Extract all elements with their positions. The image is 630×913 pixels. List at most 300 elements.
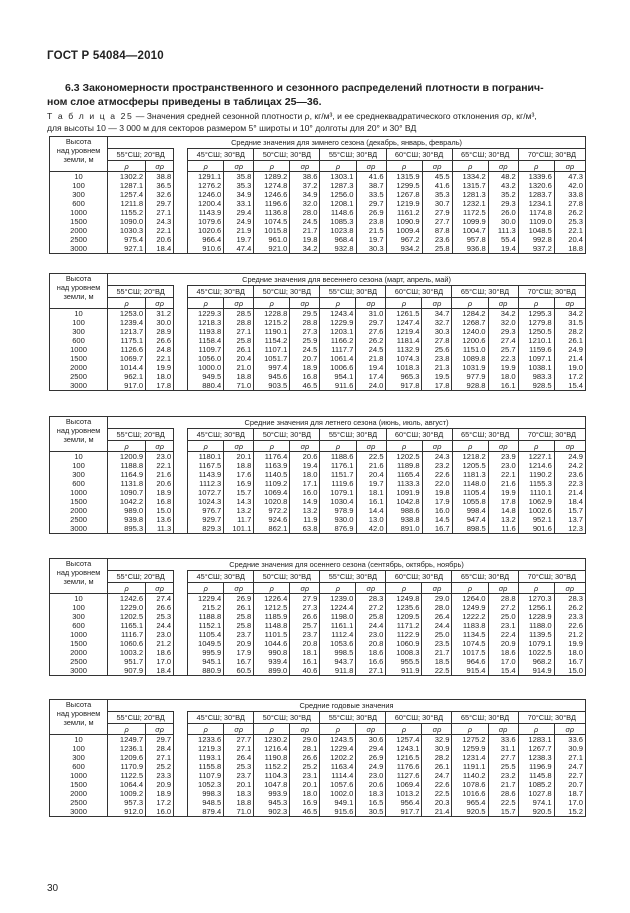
deviation-value: 11.7: [224, 515, 254, 524]
density-value: 1243.1: [386, 744, 422, 753]
deviation-value: 19.4: [356, 363, 386, 372]
density-value: 1069.7: [108, 354, 146, 363]
density-value: 998.4: [452, 506, 488, 515]
density-value: 1181.4: [386, 336, 422, 345]
density-value: 1190.1: [254, 327, 290, 336]
deviation-value: 29.0: [290, 735, 320, 745]
deviation-value: 21.8: [356, 354, 386, 363]
density-value: 1151.0: [452, 345, 488, 354]
column-gap: [174, 771, 188, 780]
rho-subheader: ρ: [518, 583, 554, 594]
density-value: 949.5: [188, 372, 224, 381]
density-value: 1289.2: [254, 172, 290, 182]
deviation-value: 27.3: [290, 603, 320, 612]
density-value: 911.8: [320, 666, 356, 676]
density-value: 1143.9: [188, 208, 224, 217]
density-value: 1140.5: [254, 470, 290, 479]
deviation-value: 22.1: [554, 226, 585, 235]
density-value: 1274.8: [254, 181, 290, 190]
sigma-subheader: σρ: [422, 724, 452, 735]
deviation-value: 18.4: [146, 666, 174, 676]
density-value: 1053.6: [320, 639, 356, 648]
density-value: 1183.8: [452, 621, 488, 630]
deviation-value: 31.5: [554, 318, 585, 327]
deviation-value: 18.1: [356, 488, 386, 497]
density-value: 928.8: [452, 381, 488, 391]
deviation-value: 18.0: [554, 648, 585, 657]
density-value: 1257.4: [386, 735, 422, 745]
density-value: 1052.3: [188, 780, 224, 789]
deviation-value: 25.3: [146, 612, 174, 621]
deviation-value: 32.0: [290, 199, 320, 208]
deviation-value: 16.8: [290, 372, 320, 381]
deviation-value: 36.5: [146, 181, 174, 190]
density-value: 1175.1: [108, 336, 146, 345]
density-value: 1203.1: [320, 327, 356, 336]
deviation-value: 25.8: [224, 612, 254, 621]
deviation-value: 32.9: [422, 735, 452, 745]
density-value: 1109.0: [518, 217, 554, 226]
rho-subheader: ρ: [452, 583, 488, 594]
density-value: 1060.6: [108, 639, 146, 648]
deviation-value: 34.2: [290, 244, 320, 254]
density-value: 1109.7: [188, 345, 224, 354]
sigma-subheader: σρ: [146, 724, 174, 735]
section-title: Средние значения для весеннего сезона (март, апрель, май): [108, 274, 586, 286]
deviation-value: 15.0: [146, 506, 174, 515]
density-value: 1295.3: [518, 309, 554, 319]
altitude-header-line: Высота: [65, 700, 92, 709]
density-value: 957.8: [452, 235, 488, 244]
deviation-value: 17.0: [146, 657, 174, 666]
density-value: 1299.5: [386, 181, 422, 190]
table-row: [50, 515, 586, 524]
deviation-value: 60.5: [224, 666, 254, 676]
deviation-value: 15.7: [224, 488, 254, 497]
column-gap: [174, 318, 188, 327]
location-group-header: 55°СШ; 20°ВД: [108, 712, 174, 724]
density-value: 1210.1: [518, 336, 554, 345]
deviation-value: 23.3: [554, 612, 585, 621]
location-group-header: 60°СШ; 30°ВД: [386, 429, 452, 441]
density-value: 1117.7: [320, 345, 356, 354]
density-value: 880.4: [188, 381, 224, 391]
deviation-value: 21.7: [290, 226, 320, 235]
deviation-value: 28.0: [290, 208, 320, 217]
deviation-value: 23.8: [422, 354, 452, 363]
column-gap: [174, 217, 188, 226]
location-group-header: 65°СШ; 30°ВД: [452, 286, 518, 298]
deviation-value: 26.4: [224, 753, 254, 762]
density-value: 1250.5: [518, 327, 554, 336]
sigma-subheader: σρ: [488, 298, 518, 309]
density-value: 895.3: [108, 524, 146, 534]
density-value: 1074.5: [254, 217, 290, 226]
rho-subheader: ρ: [386, 583, 422, 594]
season-section: [49, 558, 586, 699]
density-value: 1219.4: [386, 327, 422, 336]
density-value: 983.3: [518, 372, 554, 381]
deviation-value: 14.4: [356, 506, 386, 515]
density-value: 961.0: [254, 235, 290, 244]
table-row: [50, 172, 586, 182]
table-row: [50, 753, 586, 762]
deviation-value: 26.2: [356, 336, 386, 345]
density-value: 1114.4: [320, 771, 356, 780]
deviation-value: 41.6: [422, 181, 452, 190]
density-value: 862.1: [254, 524, 290, 534]
column-gap: [174, 181, 188, 190]
density-value: 891.0: [386, 524, 422, 534]
density-value: 978.9: [320, 506, 356, 515]
rho-subheader: ρ: [108, 724, 146, 735]
density-value: 917.0: [108, 381, 146, 391]
sigma-subheader: σρ: [290, 724, 320, 735]
deviation-value: 22.4: [488, 630, 518, 639]
density-value: 1185.9: [254, 612, 290, 621]
deviation-value: 23.9: [488, 452, 518, 462]
deviation-value: 22.0: [422, 479, 452, 488]
density-value: 1134.5: [452, 630, 488, 639]
altitude-value: 1000: [50, 488, 108, 497]
deviation-value: 20.4: [224, 354, 254, 363]
column-gap: [174, 309, 188, 319]
column-gap: [174, 666, 188, 676]
column-gap: [174, 515, 188, 524]
deviation-value: 19.7: [356, 479, 386, 488]
deviation-value: 19.9: [146, 363, 174, 372]
deviation-value: 30.7: [422, 199, 452, 208]
deviation-value: 11.9: [290, 515, 320, 524]
column-gap: [174, 571, 188, 594]
density-value: 1013.2: [386, 789, 422, 798]
location-group-header: 65°СШ; 30°ВД: [452, 429, 518, 441]
altitude-value: 10: [50, 735, 108, 745]
density-value: 1284.2: [452, 309, 488, 319]
density-value: 1006.6: [320, 363, 356, 372]
density-value: 1215.2: [254, 318, 290, 327]
location-group-header: 65°СШ; 30°ВД: [452, 571, 518, 583]
deviation-value: 28.3: [554, 594, 585, 604]
deviation-value: 18.0: [290, 789, 320, 798]
deviation-value: 11.3: [146, 524, 174, 534]
column-gap: [174, 244, 188, 254]
density-value: 993.9: [254, 789, 290, 798]
rho-subheader: ρ: [320, 161, 356, 172]
deviation-value: 28.8: [488, 594, 518, 604]
location-group-header: 45°СШ; 30°ВД: [188, 429, 254, 441]
rho-subheader: ρ: [254, 724, 290, 735]
density-value: 1219.3: [188, 744, 224, 753]
location-group-header: 45°СШ; 30°ВД: [188, 571, 254, 583]
density-value: 1030.3: [108, 226, 146, 235]
section-title: Средние значения для зимнего сезона (декабрь, январь, февраль): [108, 137, 586, 149]
table-row: [50, 648, 586, 657]
section-heading: [47, 81, 592, 109]
deviation-value: 18.8: [224, 798, 254, 807]
sigma-subheader: σρ: [224, 161, 254, 172]
deviation-value: 20.6: [146, 235, 174, 244]
rho-subheader: ρ: [188, 724, 224, 735]
table-row: [50, 594, 586, 604]
deviation-value: 22.3: [554, 479, 585, 488]
deviation-value: 19.7: [224, 235, 254, 244]
deviation-value: 34.9: [224, 190, 254, 199]
density-value: 898.5: [452, 524, 488, 534]
density-value: 1069.4: [254, 488, 290, 497]
density-value: 1213.7: [108, 327, 146, 336]
deviation-value: 27.1: [146, 208, 174, 217]
deviation-value: 23.0: [146, 630, 174, 639]
deviation-value: 20.9: [224, 639, 254, 648]
sigma-subheader: σρ: [554, 724, 585, 735]
altitude-value: 10: [50, 452, 108, 462]
deviation-value: 23.1: [290, 771, 320, 780]
altitude-value: 3000: [50, 381, 108, 391]
density-value: 1229.3: [188, 309, 224, 319]
deviation-value: 71.0: [224, 807, 254, 817]
deviation-value: 27.1: [224, 744, 254, 753]
deviation-value: 16.1: [356, 497, 386, 506]
rho-subheader: ρ: [386, 724, 422, 735]
column-gap: [174, 452, 188, 462]
deviation-value: 28.0: [422, 603, 452, 612]
table-row: [50, 208, 586, 217]
deviation-value: 32.6: [146, 190, 174, 199]
rho-subheader: ρ: [188, 161, 224, 172]
deviation-value: 16.1: [290, 657, 320, 666]
deviation-value: 35.3: [224, 181, 254, 190]
deviation-value: 27.9: [422, 208, 452, 217]
density-value: 1232.1: [452, 199, 488, 208]
deviation-value: 19.7: [356, 235, 386, 244]
table-row: [50, 762, 586, 771]
density-value: 1152.2: [254, 762, 290, 771]
deviation-value: 22.6: [422, 470, 452, 479]
sigma-subheader: σρ: [356, 583, 386, 594]
rho-subheader: ρ: [188, 441, 224, 452]
column-gap: [174, 789, 188, 798]
season-table-section: [49, 136, 586, 254]
altitude-value: 1000: [50, 630, 108, 639]
altitude-value: 2500: [50, 515, 108, 524]
altitude-value: 600: [50, 621, 108, 630]
density-value: 1090.9: [386, 217, 422, 226]
density-value: 1056.0: [188, 354, 224, 363]
table-row: [50, 497, 586, 506]
sigma-subheader: σρ: [488, 161, 518, 172]
density-value: 1024.3: [188, 497, 224, 506]
density-value: 1003.2: [108, 648, 146, 657]
deviation-value: 13.6: [146, 515, 174, 524]
rho-subheader: ρ: [254, 298, 290, 309]
table-row: [50, 524, 586, 534]
section-title: Средние значения для осеннего сезона (сентябрь, октябрь, ноябрь): [108, 559, 586, 571]
rho-subheader: ρ: [386, 298, 422, 309]
density-value: 1181.3: [452, 470, 488, 479]
density-value: 902.3: [254, 807, 290, 817]
density-value: 1264.0: [452, 594, 488, 604]
deviation-value: 19.0: [554, 363, 585, 372]
sigma-subheader: σρ: [356, 724, 386, 735]
sigma-subheader: σρ: [422, 298, 452, 309]
deviation-value: 13.7: [554, 515, 585, 524]
deviation-value: 21.3: [422, 363, 452, 372]
density-value: 899.0: [254, 666, 290, 676]
deviation-value: 24.9: [224, 217, 254, 226]
deviation-value: 27.8: [422, 336, 452, 345]
deviation-value: 25.0: [488, 612, 518, 621]
altitude-value: 100: [50, 744, 108, 753]
density-value: 1235.6: [386, 603, 422, 612]
density-value: 915.6: [320, 807, 356, 817]
density-value: 1072.7: [188, 488, 224, 497]
density-value: 1239.0: [320, 594, 356, 604]
deviation-value: 18.0: [290, 470, 320, 479]
density-value: 989.0: [108, 506, 146, 515]
density-value: 1196.9: [518, 762, 554, 771]
deviation-value: 17.8: [146, 381, 174, 391]
altitude-header-line: над уровнем: [56, 146, 101, 155]
location-group-header: 60°СШ; 30°ВД: [386, 149, 452, 161]
altitude-header-line: над уровнем: [56, 568, 101, 577]
deviation-value: 24.5: [290, 345, 320, 354]
rho-subheader: ρ: [320, 298, 356, 309]
altitude-value: 1000: [50, 771, 108, 780]
density-value: 1230.2: [254, 735, 290, 745]
density-value: 998.3: [188, 789, 224, 798]
deviation-value: 24.4: [146, 621, 174, 630]
density-value: 1139.5: [518, 630, 554, 639]
deviation-value: 28.9: [146, 327, 174, 336]
table-row: [50, 479, 586, 488]
density-value: 1189.8: [386, 461, 422, 470]
altitude-value: 1500: [50, 497, 108, 506]
density-value: 1022.5: [518, 648, 554, 657]
deviation-value: 21.0: [224, 363, 254, 372]
altitude-value: 600: [50, 336, 108, 345]
density-value: 988.6: [386, 506, 422, 515]
column-gap: [174, 286, 188, 309]
deviation-value: 21.4: [554, 488, 585, 497]
deviation-value: 21.4: [422, 807, 452, 817]
density-value: 947.4: [452, 515, 488, 524]
density-value: 1276.2: [188, 181, 224, 190]
altitude-value: 100: [50, 461, 108, 470]
deviation-value: 17.0: [488, 657, 518, 666]
deviation-value: 20.6: [356, 780, 386, 789]
deviation-value: 30.3: [356, 244, 386, 254]
density-value: 1161.1: [320, 621, 356, 630]
deviation-value: 32.7: [422, 318, 452, 327]
altitude-value: 1500: [50, 217, 108, 226]
table-row: [50, 744, 586, 753]
location-group-header: 70°СШ; 30°ВД: [518, 571, 585, 583]
table-row: [50, 639, 586, 648]
deviation-value: 21.2: [554, 630, 585, 639]
altitude-header-line: Высота: [65, 274, 92, 283]
density-value: 1216.5: [386, 753, 422, 762]
density-value: 1101.5: [254, 630, 290, 639]
sigma-subheader: σρ: [488, 583, 518, 594]
sigma-subheader: σρ: [356, 441, 386, 452]
location-group-header: 70°СШ; 30°ВД: [518, 149, 585, 161]
density-value: 917.8: [386, 381, 422, 391]
sigma-subheader: σρ: [422, 441, 452, 452]
altitude-value: 1500: [50, 780, 108, 789]
altitude-value: 600: [50, 762, 108, 771]
density-value: 1218.2: [452, 452, 488, 462]
deviation-value: 18.5: [422, 657, 452, 666]
density-value: 956.4: [386, 798, 422, 807]
deviation-value: 15.4: [554, 381, 585, 391]
deviation-value: 20.7: [554, 780, 585, 789]
altitude-value: 1000: [50, 208, 108, 217]
deviation-value: 87.8: [422, 226, 452, 235]
deviation-value: 14.8: [488, 506, 518, 515]
table-row: [50, 657, 586, 666]
sigma-subheader: σρ: [422, 583, 452, 594]
deviation-value: 18.7: [554, 789, 585, 798]
density-value: 1270.3: [518, 594, 554, 604]
density-value: 1132.9: [386, 345, 422, 354]
deviation-value: 25.2: [290, 762, 320, 771]
density-value: 1200.4: [188, 199, 224, 208]
density-value: 1158.4: [188, 336, 224, 345]
density-value: 1112.3: [188, 479, 224, 488]
sigma-subheader: σρ: [422, 161, 452, 172]
altitude-value: 2500: [50, 798, 108, 807]
deviation-value: 17.9: [422, 497, 452, 506]
density-value: 1042.8: [386, 497, 422, 506]
deviation-value: 19.4: [290, 461, 320, 470]
season-section: [49, 136, 586, 273]
deviation-value: 18.4: [554, 497, 585, 506]
density-value: 1176.1: [320, 461, 356, 470]
density-value: 1176.4: [254, 452, 290, 462]
density-value: 1315.7: [452, 181, 488, 190]
density-value: 1163.9: [254, 461, 290, 470]
deviation-value: 18.8: [554, 244, 585, 254]
deviation-value: 24.7: [422, 771, 452, 780]
density-value: 1193.8: [188, 327, 224, 336]
density-value: 1240.0: [452, 327, 488, 336]
density-value: 1216.4: [254, 744, 290, 753]
deviation-value: 43.2: [488, 181, 518, 190]
heading-line-2: ном слое атмосферы приведены в таблицах 25—36.: [47, 96, 322, 108]
density-value: 1209.5: [386, 612, 422, 621]
altitude-header-line: над уровнем: [56, 709, 101, 718]
table-row: [50, 199, 586, 208]
altitude-header-line: земли, м: [63, 718, 94, 727]
deviation-value: 16.6: [356, 657, 386, 666]
density-value: 1188.8: [188, 612, 224, 621]
deviation-value: 18.0: [146, 372, 174, 381]
deviation-value: 46.5: [290, 807, 320, 817]
density-value: 1231.4: [452, 753, 488, 762]
deviation-value: 21.6: [488, 479, 518, 488]
density-value: 1000.0: [188, 363, 224, 372]
deviation-value: 17.0: [554, 798, 585, 807]
density-value: 1190.2: [518, 470, 554, 479]
caption-line-2: для высоты 10 — 3 000 м для секторов размером 5° широты и 10° долготы для 20° и 30° ВД: [47, 122, 417, 133]
column-gap: [174, 235, 188, 244]
deviation-value: 15.7: [554, 506, 585, 515]
rho-subheader: ρ: [108, 583, 146, 594]
deviation-value: 16.9: [290, 798, 320, 807]
density-value: 937.2: [518, 244, 554, 254]
density-value: 954.1: [320, 372, 356, 381]
